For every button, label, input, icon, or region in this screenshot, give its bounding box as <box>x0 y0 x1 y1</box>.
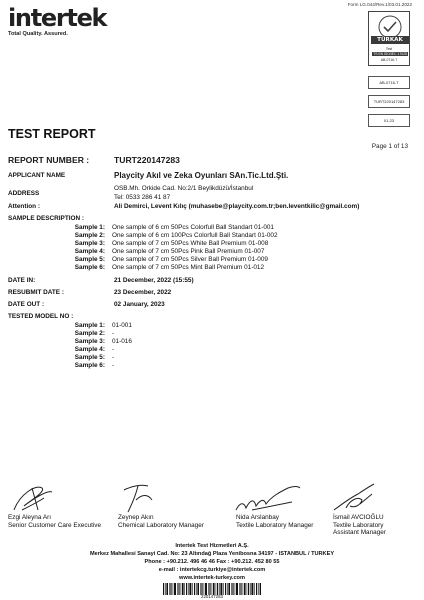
sample-value: One sample of 7 cm 50Pcs Mint Ball Premium 01-012 <box>112 264 265 271</box>
signatory-4-title-2: Assistant Manager <box>333 529 386 537</box>
signatory-2-title: Chemical Laboratory Manager <box>118 521 204 529</box>
turkak-line-2: TS EN ISO/IEC 17025 <box>373 52 407 56</box>
signatures-section <box>0 480 424 540</box>
model-label: Sample 4: <box>74 346 105 353</box>
tested-model-label: TESTED MODEL NO : <box>8 313 74 320</box>
model-value: - <box>112 346 115 353</box>
date-out-label: DATE OUT : <box>8 301 45 308</box>
model-label: Sample 3: <box>74 338 105 345</box>
sample-label: Sample 6: <box>74 264 105 271</box>
report-number-value: TURT220147283 <box>114 155 180 165</box>
signatory-2-name: Zeynep Akın <box>118 514 154 521</box>
signatory-3-title: Textile Laboratory Manager <box>236 521 314 529</box>
applicant-label: APPLICANT NAME <box>8 172 66 179</box>
model-value: - <box>112 362 115 369</box>
signatory-1-name: Ezgi Aleyna Arı <box>8 514 51 521</box>
sample-description-label: SAMPLE DESCRIPTION : <box>8 215 84 222</box>
footer-phone: Phone : +90.212. 496 46 46 Fax : +90.212. 452 80 55 <box>144 559 280 565</box>
footer-company: Intertek Test Hizmetleri A.Ş. <box>175 543 249 549</box>
signatory-4-title: Textile Laboratory <box>333 521 384 529</box>
accreditation-code-box: AB-0716-T <box>368 76 410 89</box>
sample-label: Sample 5: <box>74 256 105 263</box>
date-in-value: 21 December, 2022 (15:55) <box>114 277 194 284</box>
sample-value: One sample of 6 cm 50Pcs Colorfull Ball Standart 01-001 <box>112 224 274 231</box>
sample-value: One sample of 7 cm 50Pcs Pink Ball Premium 01-007 <box>112 248 265 255</box>
resubmit-date-label: RESUBMIT DATE : <box>8 289 64 296</box>
model-label: Sample 1: <box>74 322 105 329</box>
model-label: Sample 2: <box>74 330 105 337</box>
barcode-number: 220147283 <box>201 594 223 599</box>
accreditation-report-box: TURT220147283 <box>368 95 410 108</box>
sample-value: One sample of 7 cm 50Pcs Silver Ball Premium 01-009 <box>112 256 268 263</box>
turkak-accreditation-mark <box>368 11 410 66</box>
signature-ismail <box>330 480 378 516</box>
footer-website[interactable]: www.intertek-turkey.com <box>179 575 245 581</box>
sample-label: Sample 1: <box>74 224 105 231</box>
sample-label: Sample 4: <box>74 248 105 255</box>
address-line-2: Tel: 0533 286 41 87 <box>114 194 171 201</box>
model-label: Sample 5: <box>74 354 105 361</box>
attention-value: Ali Demirci, Levent Kılıç (muhasebe@playcity.com.tr;ben.leventkilic@gmail.com) <box>114 203 360 210</box>
form-number: Form LG.044/Rev.1/03.01.2022 <box>347 2 412 7</box>
footer-address: Merkez Mahallesi Sanayi Cad. No: 23 Altındağ Plaza Yenibosna 34197 - ISTANBUL / TURKEY <box>89 551 335 557</box>
turkak-banner: TÜRKAK <box>371 36 409 44</box>
logo-wordmark: intertek <box>8 4 107 32</box>
logo-tagline: Total Quality. Assured. <box>8 31 68 37</box>
page-number: Page 1 of 13 <box>371 143 408 150</box>
signatory-4-name: İsmail AVCIOĞLU <box>333 514 384 521</box>
sample-value: One sample of 6 cm 100Pcs Colorfull Ball Standart 01-002 <box>112 232 278 239</box>
turkak-line-1: Test <box>385 47 393 51</box>
intertek-logo <box>8 6 106 37</box>
signatory-2 <box>118 514 204 529</box>
model-value: - <box>112 330 115 337</box>
signatory-3-name: Nida Arslanbay <box>236 514 279 521</box>
signatory-4 <box>333 514 386 537</box>
signature-ezgi <box>8 480 56 516</box>
accreditation-date-box: 01-23 <box>368 114 410 127</box>
address-line-1: OSB.Mh. Orkide Cad. No:2/1 Beylikdüzü/İstanbul <box>114 185 254 192</box>
model-label: Sample 6: <box>74 362 105 369</box>
sample-label: Sample 3: <box>74 240 105 247</box>
address-label: ADDRESS <box>8 190 40 197</box>
sample-label: Sample 2: <box>74 232 105 239</box>
date-out-value: 02 January, 2023 <box>114 301 165 308</box>
date-in-label: DATE IN: <box>8 277 36 284</box>
footer-email: e-mail : intertekcg.turkiye@intertek.com <box>158 567 266 573</box>
signature-zeynep <box>118 480 160 516</box>
signatory-3 <box>236 514 313 529</box>
page-title: TEST REPORT <box>8 127 96 141</box>
applicant-value: Playcity Akıl ve Zeka Oyunları SAn.Tic.Ltd.Şti. <box>114 171 289 180</box>
signatory-1-title: Senior Customer Care Executive <box>8 521 102 529</box>
signature-nida <box>232 480 304 516</box>
model-value: 01-016 <box>112 338 132 345</box>
attention-label: Attention : <box>8 203 40 210</box>
resubmit-date-value: 23 December, 2022 <box>114 289 172 296</box>
model-value: - <box>112 354 115 361</box>
model-value: 01-001 <box>112 322 132 329</box>
signatory-1 <box>8 514 101 529</box>
sample-value: One sample of 7 cm 50Pcs White Ball Premium 01-008 <box>112 240 269 247</box>
report-number-label: REPORT NUMBER : <box>8 155 90 165</box>
turkak-line-3: AB-0716-T <box>380 58 398 62</box>
